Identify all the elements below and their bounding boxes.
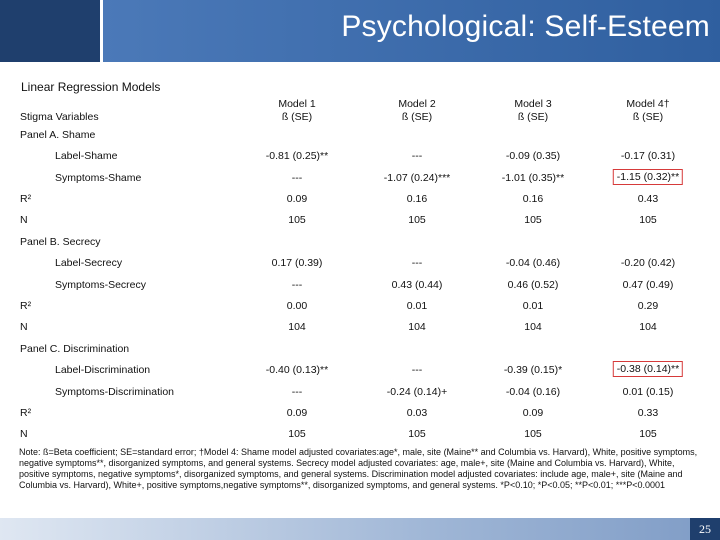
table-cell: 105	[408, 428, 426, 440]
table-cell: 104	[524, 321, 542, 333]
panel-a-title: Panel A. Shame	[20, 129, 96, 141]
table-subtitle: Linear Regression Models	[21, 80, 161, 94]
column-header-sublabel: ß (SE)	[281, 111, 313, 123]
table-cell: 105	[524, 214, 542, 226]
table-cell: 105	[639, 428, 657, 440]
stigma-variables-header: Stigma Variables	[20, 111, 99, 123]
table-footnote: Note: ß=Beta coefficient; SE=standard error; †Model 4: Shame model adjusted covariates:age*, male, site (Maine** and Columbia vs. Harvard), White, positive symptoms, negative symptoms**, disorganized symptoms, and general systems. Secrecy model adjusted covariates: age, male+, site (Maine and Columbia vs. Harvard), White, positive symptoms, negative symptoms*, disorganized symptoms, and general systems. Discrimination model adjusted covariates: include age, male+, site (Maine and Columbia vs. Harvard), White+, positive symptoms,negative symptoms**, disorganized symptoms, and general systems. *P<0.10; *P<0.05; **P<0.01; ***P<0.0001	[19, 447, 698, 490]
table-cell: 0.01	[406, 300, 428, 312]
row-label: R²	[20, 193, 32, 205]
column-header-model-3	[514, 98, 551, 124]
header-title-bar	[103, 0, 720, 62]
table-cell: -0.39 (0.15)*	[503, 364, 563, 376]
table-cell: ---	[411, 257, 423, 269]
table-cell: 0.01 (0.15)	[622, 386, 674, 398]
column-header-model-2	[398, 98, 435, 124]
table-cell: 0.46 (0.52)	[507, 279, 559, 291]
table-cell: ---	[411, 364, 423, 376]
table-cell: -0.40 (0.13)**	[265, 364, 329, 376]
table-cell: -1.07 (0.24)***	[383, 172, 451, 184]
table-cell: -0.20 (0.42)	[620, 257, 676, 269]
column-header-model-1	[278, 98, 315, 124]
table-cell: 105	[288, 214, 306, 226]
row-label: Label-Shame	[55, 150, 118, 162]
row-label: Label-Secrecy	[55, 257, 123, 269]
slide-title: Psychological: Self-Esteem	[341, 10, 710, 43]
table-cell: 0.43 (0.44)	[391, 279, 443, 291]
table-cell: 0.16	[522, 193, 544, 205]
row-label: N	[20, 428, 28, 440]
row-label: Symptoms-Discrimination	[55, 386, 175, 398]
row-label: Symptoms-Shame	[55, 172, 142, 184]
table-cell: -0.81 (0.25)**	[265, 150, 329, 162]
highlighted-cell: -1.15 (0.32)**	[613, 169, 683, 185]
panel-c-title: Panel C. Discrimination	[20, 343, 130, 355]
table-cell: 0.00	[286, 300, 308, 312]
slide-header	[0, 0, 720, 62]
column-header-label: Model 2	[398, 98, 436, 110]
table-cell: -0.24 (0.14)+	[386, 386, 448, 398]
table-cell: -0.04 (0.46)	[505, 257, 561, 269]
panel-b-title: Panel B. Secrecy	[20, 236, 101, 248]
row-label: N	[20, 214, 28, 226]
table-cell: 0.03	[406, 407, 428, 419]
table-cell: 105	[524, 428, 542, 440]
table-cell: 0.43	[637, 193, 659, 205]
table-cell: 0.16	[406, 193, 428, 205]
table-cell: 104	[408, 321, 426, 333]
table-cell: 105	[639, 214, 657, 226]
table-cell: -0.17 (0.31)	[620, 150, 676, 162]
page-number: 25	[690, 518, 720, 540]
column-header-label: Model 1	[278, 98, 316, 110]
table-cell: 104	[639, 321, 657, 333]
table-cell: 0.47 (0.49)	[622, 279, 674, 291]
table-cell: 0.09	[286, 407, 308, 419]
row-label: R²	[20, 300, 32, 312]
row-label: Label-Discrimination	[55, 364, 151, 376]
row-label: Symptoms-Secrecy	[55, 279, 147, 291]
table-cell: ---	[291, 172, 303, 184]
table-cell: 105	[288, 428, 306, 440]
column-header-sublabel: ß (SE)	[517, 111, 549, 123]
table-cell: -0.09 (0.35)	[505, 150, 561, 162]
table-cell: ---	[291, 279, 303, 291]
column-header-sublabel: ß (SE)	[632, 111, 664, 123]
column-header-model-4	[626, 98, 669, 124]
table-cell: ---	[411, 150, 423, 162]
table-cell: -0.04 (0.16)	[505, 386, 561, 398]
header-dark-block	[0, 0, 100, 62]
table-cell: 105	[408, 214, 426, 226]
table-cell: 0.33	[637, 407, 659, 419]
table-cell: 104	[288, 321, 306, 333]
column-header-sublabel: ß (SE)	[401, 111, 433, 123]
row-label: N	[20, 321, 28, 333]
column-header-label: Model 4†	[626, 98, 670, 110]
table-cell: 0.29	[637, 300, 659, 312]
table-cell: 0.17 (0.39)	[271, 257, 323, 269]
table-cell: 0.09	[522, 407, 544, 419]
table-cell: 0.09	[286, 193, 308, 205]
row-label: R²	[20, 407, 32, 419]
table-cell: ---	[291, 386, 303, 398]
column-header-label: Model 3	[514, 98, 552, 110]
highlighted-cell: -0.38 (0.14)**	[613, 361, 683, 377]
table-cell: 0.01	[522, 300, 544, 312]
slide-footer	[0, 518, 720, 540]
table-cell: -1.01 (0.35)**	[501, 172, 565, 184]
